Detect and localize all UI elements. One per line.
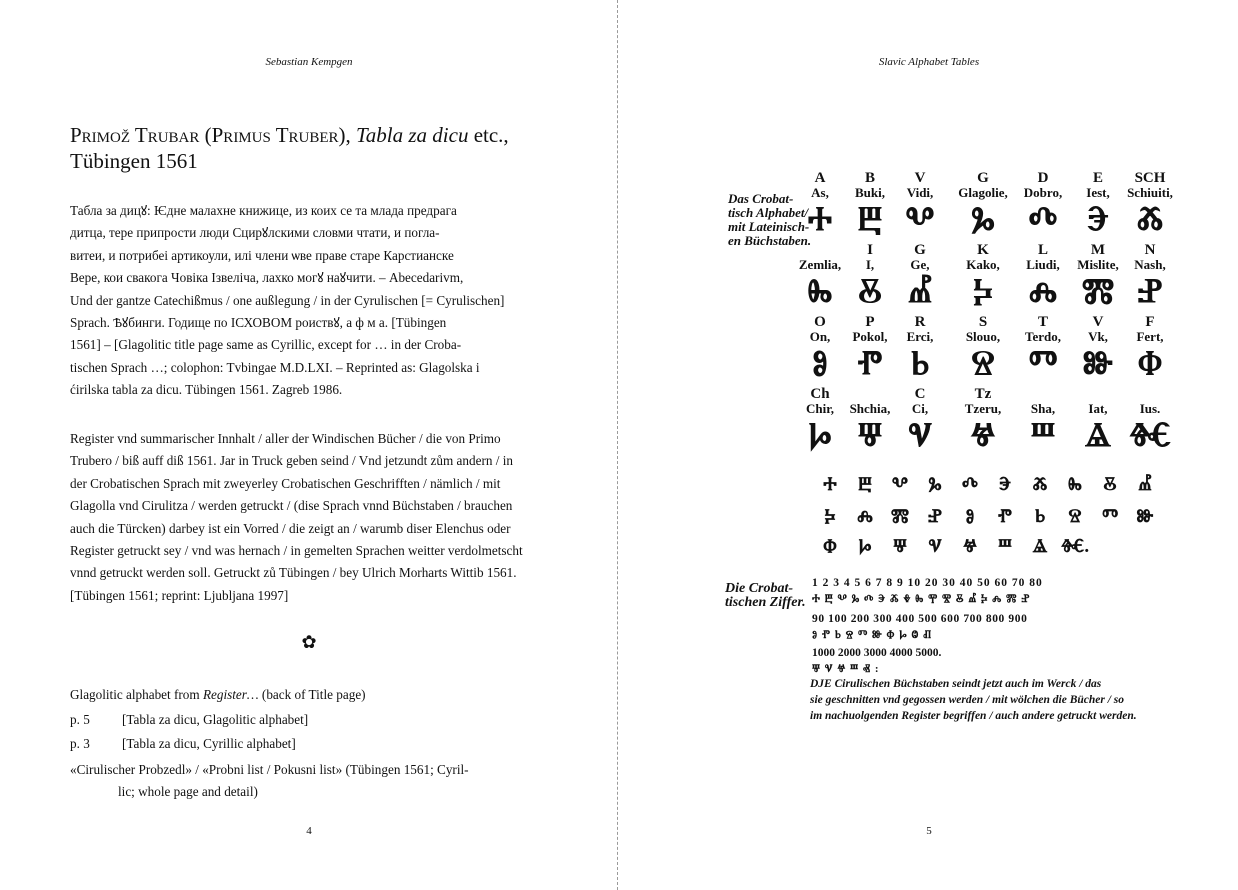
text-line: Register getruckt sey / vnd was hernach / in gemelten Sprachen weitter verdolmetscht	[70, 543, 523, 559]
text-line: Sprach. Ѣꙋбинги. Годище по ІСХОВОМ роиствꙋ, а ф м а. [Tübingen	[70, 315, 447, 331]
right-page	[620, 0, 1238, 890]
register-paragraph	[70, 428, 530, 607]
glagolitic-glyph-small: Ⰰ	[823, 474, 837, 495]
page-divider	[617, 0, 618, 890]
glagolitic-alphabet-table	[720, 170, 1238, 730]
letter-name: Nash,	[1134, 257, 1166, 272]
letter-name: Dobro,	[1023, 185, 1063, 200]
latin-letter: Tz	[974, 386, 992, 402]
caption-line: en Büchstaben.	[728, 233, 812, 248]
list-text: «Cirulischer Probzedl» / «Probni list / Pokusni list» (Tübingen 1561; Cyril-	[70, 761, 469, 777]
latin-letter: N	[1144, 242, 1156, 258]
list-item	[70, 708, 530, 733]
letter-name: Shchia,	[849, 401, 891, 416]
glagolitic-glyph-small: Ⱑ	[1032, 536, 1048, 557]
page-ref: p. 3	[70, 736, 90, 751]
text-line: Вере, кои свакога Човіка Ізвеліча, лахко могꙋ наꙋчити. – Abecedarivm,	[70, 270, 464, 286]
glagolitic-glyph-small: Ⰴ	[961, 474, 979, 495]
numerals-row: 1000 2000 3000 4000 5000.	[812, 647, 942, 659]
letter-name: Vk,	[1088, 329, 1108, 344]
glagolitic-glyph-small: Ⰽ	[824, 506, 836, 527]
letter-name: Vidi,	[906, 185, 934, 200]
glagolitic-glyph-small: Ⱂ	[997, 506, 1013, 527]
list-text-italic: Register…	[202, 687, 259, 702]
glagolitic-glyph: Ⰶ	[1136, 201, 1164, 238]
numerals-caption	[725, 582, 806, 610]
glagolitic-glyph-small: Ⰳ	[928, 474, 942, 495]
latin-letter: E	[1092, 170, 1103, 186]
running-head: Sebastian Kempgen	[265, 56, 353, 68]
text-line: витеи, и потрибеі артикоули, илі члени ѡве праве старе Карстианске	[70, 247, 454, 263]
glagolitic-glyph-small: Ⱎ	[998, 536, 1012, 557]
glagolitic-glyph: Ⰱ	[857, 201, 883, 238]
list-text: Glagolitic alphabet from	[70, 687, 203, 702]
page-number: 4	[306, 825, 312, 837]
latin-letter: T	[1037, 314, 1048, 330]
letter-name: Liudi,	[1026, 257, 1060, 272]
glagolitic-glyph-small: Ⱀ	[927, 506, 943, 527]
glagolitic-glyph: Ⰸ	[807, 273, 833, 310]
text-line: vnnd getruckt werden soll. Getruckt zů Tübingen / bey Ulrich Morharts Wittib 1561.	[70, 565, 517, 581]
letter-name: Ius.	[1139, 401, 1161, 416]
text-line: Glagolla vnd Cirulitza / werden getruckt / (dise Sprach vnnd Büchstaben / brauchen	[70, 498, 513, 514]
glagolitic-glyph: Ⱄ	[971, 345, 995, 382]
text-line: 1561] – [Glagolitic title page same as Cyrillic, except for … in der Croba-	[70, 337, 462, 353]
letter-name: Iest,	[1086, 185, 1110, 200]
latin-letter: R	[914, 314, 926, 330]
glagolitic-glyph: Ⱈ	[808, 417, 832, 454]
running-head: Slavic Alphabet Tables	[878, 56, 980, 68]
glagolitic-glyph: Ⱋ	[857, 417, 883, 454]
text-line: Trubero / biß auff diß 1561. Jar in Truck geben seind / Vnd jetzundt zům andern / in	[70, 453, 513, 469]
caption-line: Das Crobat-	[728, 191, 794, 206]
left-page	[0, 0, 618, 890]
latin-letter: I	[867, 242, 873, 258]
glagolitic-glyph: Ⱀ	[1137, 273, 1163, 310]
glagolitic-glyph: Ⱌ	[908, 417, 932, 454]
letter-name: Terdo,	[1025, 329, 1061, 344]
letter-name: Sha,	[1030, 401, 1056, 416]
list-text: [Tabla za dicu, Cyrillic alphabet]	[122, 736, 296, 751]
text-line: дитца, тере припрости люди Сцирꙋлскими словми чтати, и погла-	[70, 225, 440, 241]
glagolitic-glyph-small: Ⰾ	[857, 506, 873, 527]
bibliographic-paragraph	[70, 200, 530, 402]
glagolitic-glyph: Ⰳ	[971, 201, 995, 238]
glagolitic-glyph-small: Ⰱ	[858, 474, 872, 495]
latin-letter: Ch	[810, 386, 830, 402]
glagolitic-glyph: Ⱆ	[1082, 345, 1114, 382]
title-etc: etc.,	[468, 123, 509, 147]
letter-name: Chir,	[805, 401, 835, 416]
glagolitic-glyph: Ⱇ	[1137, 345, 1163, 382]
glagolitic-glyph-small: Ⱇ	[823, 536, 837, 557]
letter-name: Tzeru,	[964, 401, 1002, 416]
glagolitic-glyph: Ⰾ	[1028, 273, 1058, 310]
letter-name: Mislite,	[1077, 257, 1119, 272]
latin-letter: S	[978, 314, 988, 330]
text-line: [Tübingen 1561; reprint: Ljubljana 1997]	[70, 587, 289, 603]
letter-name: Pokol,	[852, 329, 888, 344]
glagolitic-glyph-small: Ⰵ	[998, 474, 1012, 495]
letter-name: Slouo,	[965, 329, 1001, 344]
numeral-glyphs-row: Ⰰ Ⰱ Ⰲ Ⰳ Ⰴ Ⰵ Ⰶ Ⰷ Ⰸ Ⰹ Ⰺ Ⰻ Ⰼ Ⰽ Ⰾ Ⰿ Ⱀ	[812, 593, 1031, 605]
latin-letter: O	[814, 314, 826, 330]
letter-name: On,	[809, 329, 831, 344]
footnote-line: im nachuolgenden Register begriffen / auch andere getruckt werden.	[810, 710, 1137, 722]
footnote-line: sie geschnitten vnd gegossen werden / mit wölchen die Bücher / so	[810, 694, 1125, 706]
title-place-year: Tübingen 1561	[70, 149, 198, 173]
letter-name: Erci,	[906, 329, 934, 344]
glagolitic-glyph-small: Ⱆ	[1136, 506, 1154, 527]
glagolitic-glyph-small: Ⰶ	[1032, 474, 1048, 495]
title-work: Tabla za dicu	[356, 123, 469, 147]
glagolitic-glyph: Ⱅ	[1028, 345, 1058, 382]
latin-letter: P	[865, 314, 875, 330]
glagolitic-glyph-small: Ⱙ.	[1060, 536, 1090, 557]
letter-name: As,	[811, 185, 829, 200]
numeral-glyphs-row: Ⱁ Ⱂ Ⱃ Ⱄ Ⱅ Ⱆ Ⱇ Ⱈ Ⱉ Ⱊ	[812, 629, 933, 641]
glagolitic-glyph-small: Ⰻ	[1103, 474, 1117, 495]
glagolitic-glyph: Ⱑ	[1084, 417, 1112, 454]
glagolitic-glyph-small: Ⱄ	[1068, 506, 1082, 527]
caption-line: mit Lateinisch-	[728, 219, 810, 234]
list-item	[70, 732, 530, 757]
numerals-row: 90 100 200 300 400 500 600 700 800 900	[812, 613, 1028, 625]
latin-letter: A	[814, 170, 826, 186]
glagolitic-glyph: Ⱂ	[857, 345, 883, 382]
glagolitic-glyph: Ⰻ	[858, 273, 882, 310]
letter-name: Ge,	[910, 257, 930, 272]
caption-line: Die Crobat-	[725, 581, 794, 596]
glagolitic-glyph: Ⰿ	[1081, 273, 1115, 310]
letter-name: I,	[865, 257, 875, 272]
glagolitic-glyph: Ⰰ	[807, 201, 833, 238]
list-text: lic; whole page and detail)	[118, 783, 258, 799]
latin-letter: F	[1145, 314, 1155, 330]
numeral-glyphs-row: Ⱋ Ⱌ Ⱍ Ⱎ Ⱏ :	[812, 663, 880, 675]
list-item	[70, 683, 530, 708]
glagolitic-glyph-small: Ⱍ	[962, 536, 978, 557]
letter-name: Ci,	[911, 401, 929, 416]
page-number: 5	[926, 825, 932, 837]
list-text: [Tabla za dicu, Glagolitic alphabet]	[122, 711, 309, 727]
letter-name: Schiuiti,	[1127, 185, 1173, 200]
glagolitic-glyph: Ⱙ	[1128, 417, 1172, 454]
section-title	[70, 122, 550, 174]
letter-name: Glagolie,	[958, 185, 1008, 200]
latin-letter: G	[914, 242, 926, 258]
glagolitic-glyph-small: Ⱋ	[893, 536, 907, 557]
text-line: auch die Türcken) darbey ist ein Vorred / die zeigt an / warumb diser Elenchus oder	[70, 520, 511, 536]
letter-name: Iat,	[1088, 401, 1108, 416]
latin-letter: C	[914, 386, 926, 402]
letter-name: Fert,	[1136, 329, 1164, 344]
text-line: Und der gantze Catechißmus / one außlegung / in der Cyrulischen [= Cyrulischen]	[70, 292, 505, 308]
text-line: Табла за дицꙋ: Ѥдне малахне книжице, из коих се та млада предрага	[70, 203, 457, 218]
page-ref: p. 5	[70, 711, 90, 727]
glagolitic-glyph-small: Ⱁ	[965, 506, 975, 527]
text-line: der Crobatischen Sprach mit zweyerley Crobatischen Geschrifften / nämlich / mit	[70, 475, 501, 491]
latin-letter: D	[1037, 170, 1049, 186]
glagolitic-glyph-small: Ⰸ	[1068, 474, 1082, 495]
glagolitic-glyph-small: Ⰲ	[891, 474, 909, 495]
latin-letter: V	[1092, 314, 1104, 330]
glagolitic-glyph: Ⰼ	[907, 273, 933, 310]
figure-list	[70, 683, 530, 803]
caption-line: tisch Alphabet/	[728, 205, 809, 220]
glagolitic-glyph: Ⰵ	[1087, 201, 1109, 238]
glagolitic-glyph-small: Ⰼ	[1138, 474, 1152, 495]
glagolitic-glyph: Ⰲ	[905, 201, 935, 238]
latin-letter: V	[914, 170, 926, 186]
caption-line: tischen Ziffer.	[725, 595, 806, 610]
glagolitic-glyph: Ⰽ	[973, 273, 993, 310]
glagolitic-glyph-small: Ⰿ	[890, 506, 910, 527]
letter-name: Zemlia,	[798, 257, 842, 272]
latin-letter: G	[977, 170, 989, 186]
text-line: ćirilska tabla za dicu. Tübingen 1561. Zagreb 1986.	[70, 382, 343, 398]
title-author: Primož Trubar (Primus Truber),	[70, 123, 351, 147]
glagolitic-glyph: Ⱁ	[812, 345, 828, 382]
glagolitic-glyph: Ⰴ	[1028, 201, 1058, 238]
latin-letter: B	[864, 170, 875, 186]
list-text: (back of Title page)	[258, 687, 366, 702]
ornament-icon: ✿	[301, 632, 317, 652]
text-line: tischen Sprach …; colophon: Tvbingae M.D.LXI. – Reprinted as: Glagolska i	[70, 359, 480, 375]
latin-letter: M	[1090, 242, 1106, 258]
glagolitic-glyph-small: Ⱈ	[858, 536, 872, 557]
glagolitic-glyph: Ⱎ	[1030, 417, 1056, 454]
numerals-row: 1 2 3 4 5 6 7 8 9 10 20 30 40 50 60 70 80	[812, 577, 1043, 589]
footnote-line: DJE Cirulischen Büchstaben seindt jetzt auch im Werck / das	[810, 678, 1102, 690]
latin-letter: K	[977, 242, 989, 258]
list-item	[70, 759, 530, 803]
glagolitic-glyph-small: Ⱌ	[928, 536, 942, 557]
text-line: Register vnd summarischer Innhalt / aller der Windischen Bücher / die von Primo	[70, 431, 501, 446]
glagolitic-glyph: Ⱍ	[970, 417, 996, 454]
latin-letter: L	[1037, 242, 1048, 258]
glagolitic-glyph-small: Ⱃ	[1034, 506, 1046, 527]
letter-name: Kako,	[966, 257, 1000, 272]
glagolitic-glyph-small: Ⱅ	[1102, 506, 1118, 527]
letter-name: Buki,	[855, 185, 885, 200]
latin-letter: SCH	[1134, 170, 1166, 186]
glagolitic-glyph: Ⱃ	[910, 345, 930, 382]
